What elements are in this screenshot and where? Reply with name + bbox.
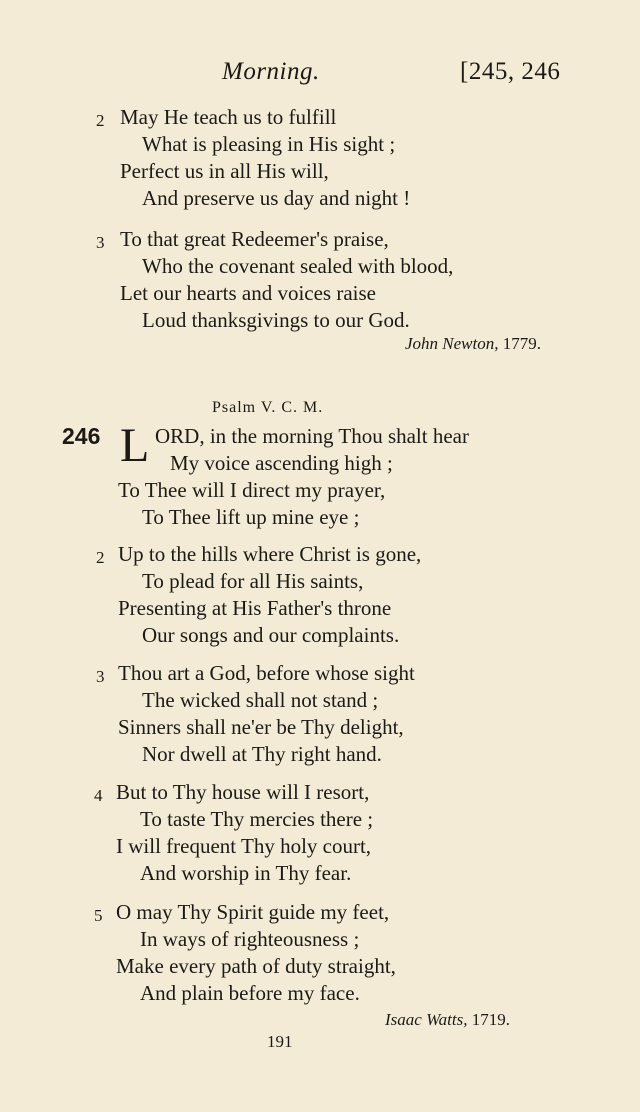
verse-line: To that great Redeemer's praise,: [120, 227, 389, 251]
attribution: [405, 334, 541, 354]
verse-line: I will frequent Thy holy court,: [116, 834, 372, 858]
verse-line: In ways of righteousness ;: [140, 927, 360, 951]
verse-line: To Thee will I direct my prayer,: [118, 478, 386, 502]
verse-line: To plead for all His saints,: [142, 569, 364, 593]
attribution: [385, 1010, 510, 1030]
verse-number: 4: [94, 786, 103, 805]
verse-line: Nor dwell at Thy right hand.: [142, 742, 382, 766]
verse-line: And worship in Thy fear.: [140, 861, 352, 885]
verse-line: O may Thy Spirit guide my feet,: [116, 900, 390, 924]
verse-line: And preserve us day and night !: [142, 186, 411, 210]
page-number: 191: [267, 1032, 293, 1051]
verse-line: Who the covenant sealed with blood,: [142, 254, 454, 278]
verse-line: The wicked shall not stand ;: [142, 688, 379, 712]
verse-line: Sinners shall ne'er be Thy delight,: [118, 715, 404, 739]
verse-line: What is pleasing in His sight ;: [142, 132, 396, 156]
hymn-number: 246: [62, 423, 101, 449]
verse-line: Loud thanksgivings to our God.: [142, 308, 410, 332]
verse-line: Let our hearts and voices raise: [120, 281, 376, 305]
verse-line: Presenting at His Father's throne: [118, 596, 392, 620]
drop-cap: L: [120, 419, 150, 472]
verse-line: ORD, in the morning Thou shalt hear: [155, 424, 469, 448]
verse-number: 3: [96, 667, 105, 686]
verse-line: Up to the hills where Christ is gone,: [118, 542, 422, 566]
verse-number: 5: [94, 906, 103, 925]
year: 1779.: [502, 334, 541, 353]
verse-line: My voice ascending high ;: [170, 451, 393, 475]
verse-line: Make every path of duty straight,: [116, 954, 396, 978]
hymn-range: [245, 246: [460, 58, 561, 85]
verse-line: Thou art a God, before whose sight: [118, 661, 415, 685]
verse-number: 3: [96, 233, 105, 252]
year: 1719.: [471, 1010, 510, 1029]
hymn-heading: Psalm V. C. M.: [212, 399, 324, 416]
verse-line: May He teach us to fulfill: [120, 105, 337, 129]
author-name: Isaac Watts,: [385, 1010, 468, 1029]
verse-line: To Thee lift up mine eye ;: [142, 505, 360, 529]
verse-line: To taste Thy mercies there ;: [140, 807, 374, 831]
verse-number: 2: [96, 548, 105, 567]
verse-line: But to Thy house will I resort,: [116, 780, 370, 804]
running-title: Morning.: [222, 58, 320, 85]
verse-number: 2: [96, 111, 105, 130]
verse-line: And plain before my face.: [140, 981, 360, 1005]
verse-line: Our songs and our complaints.: [142, 623, 400, 647]
verse-line: Perfect us in all His will,: [120, 159, 329, 183]
author-name: John Newton,: [405, 334, 499, 353]
